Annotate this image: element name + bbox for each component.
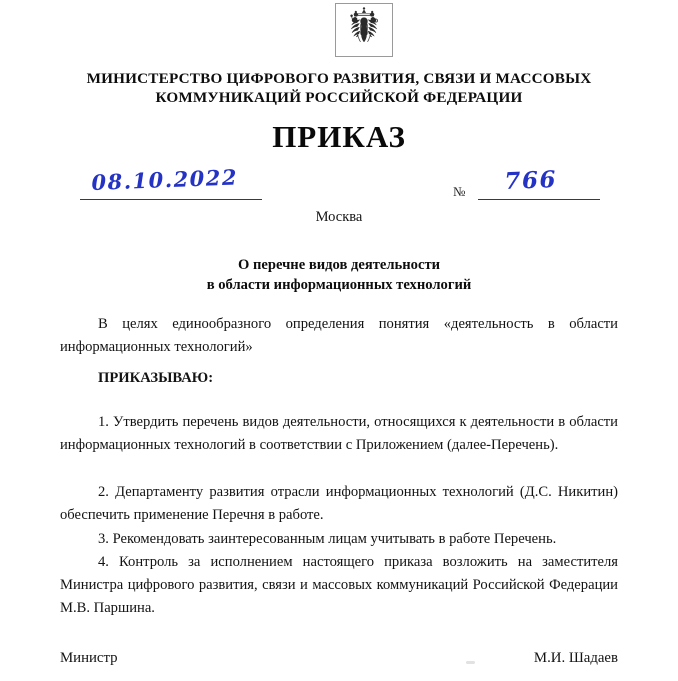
date-handwritten: 08.10.2022 (91, 164, 239, 195)
subject-line-1: О перечне видов деятельности (237, 257, 441, 273)
command-text: ПРИКАЗЫВАЮ: (98, 370, 214, 386)
number-label: № (453, 184, 466, 199)
order-item-1 (60, 411, 618, 457)
order-item-2 (60, 481, 618, 527)
preamble-text: В целях единообразного определения понятия «деятельность в области информационных технологий» (60, 316, 618, 355)
order-item-3 (60, 528, 618, 551)
signature-block (60, 650, 618, 667)
number-handwritten: 766 (503, 166, 558, 195)
ministry-header: МИНИСТЕРСТВО ЦИФРОВОГО РАЗВИТИЯ, СВЯЗИ И МАССОВЫХ КОММУНИКАЦИЙ РОССИЙСКОЙ ФЕДЕРАЦИИ (86, 70, 592, 106)
order-item-2-text: 2. Департаменту развития отрасли информационных технологий (Д.С. Никитин) обеспечить применение Перечня в работе. (60, 484, 618, 523)
subject-line-2: в области информационных технологий (206, 277, 472, 293)
order-item-3-text: 3. Рекомендовать заинтересованным лицам учитывать в работе Перечень. (98, 531, 557, 547)
number-underline (478, 199, 600, 200)
preamble-paragraph (60, 313, 618, 359)
city-label: Москва (315, 209, 363, 225)
page-title: ПРИКАЗ (272, 119, 406, 154)
order-item-4 (60, 551, 618, 620)
document-subject (60, 255, 618, 295)
signature-role: Министр (60, 650, 118, 666)
order-item-4-text: 4. Контроль за исполнением настоящего приказа возложить на заместителя Министра цифрового развития, связи и массовых коммуникаций Российской Федерации М.В. Паршина. (60, 554, 618, 616)
signature-name: М.И. Шадаев (533, 650, 618, 666)
date-underline (80, 199, 262, 200)
coat-of-arms-emblem (335, 3, 393, 57)
order-item-1-text: 1. Утвердить перечень видов деятельности, относящихся к деятельности в области информационных технологий в соответствии с Приложением (далее-Перечень). (60, 414, 618, 453)
command-paragraph (60, 367, 618, 390)
